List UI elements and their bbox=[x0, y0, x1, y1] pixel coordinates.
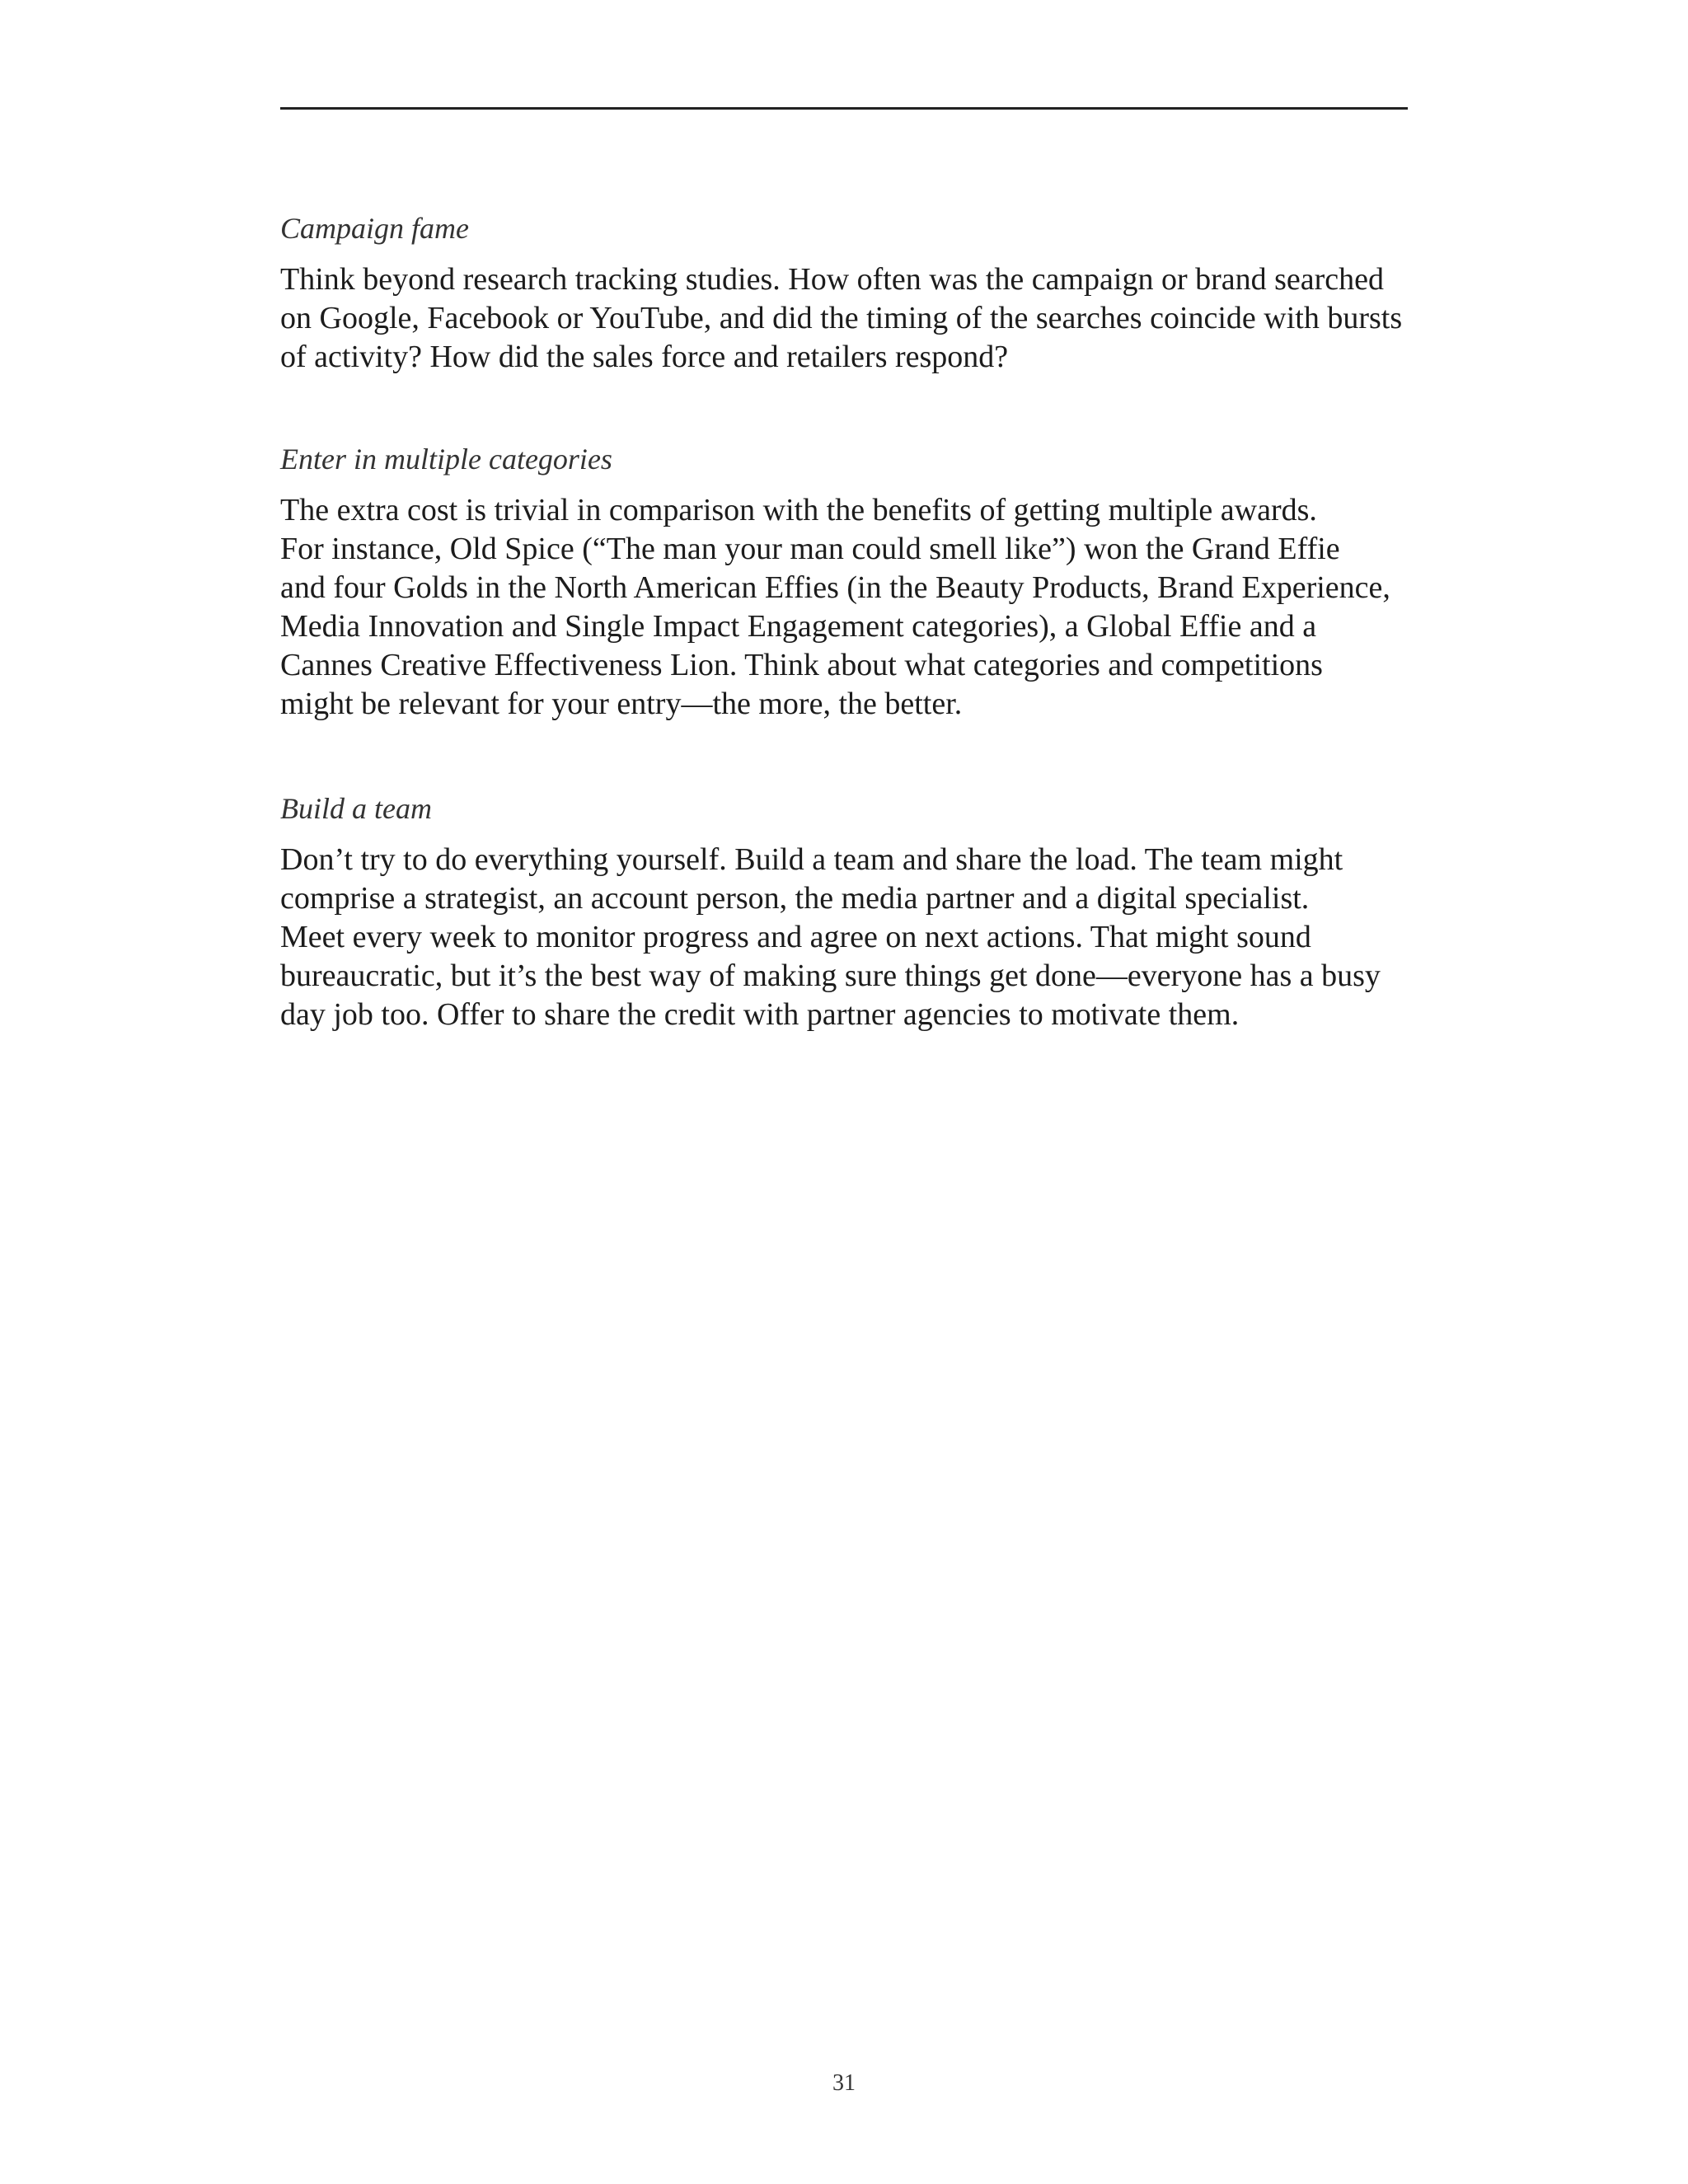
body-line: might be relevant for your entry—the more, the better. bbox=[280, 687, 963, 721]
body-line: Media Innovation and Single Impact Engagement categories), a Global Effie and a bbox=[280, 609, 1317, 644]
section-multiple-categories bbox=[280, 440, 1408, 724]
section-heading: Build a team bbox=[280, 792, 432, 825]
page-number: 31 bbox=[832, 2070, 856, 2096]
body-line: comprise a strategist, an account person, the media partner and a digital specialist. bbox=[280, 881, 1310, 916]
body-line: on Google, Facebook or YouTube, and did the timing of the searches coincide with bursts bbox=[280, 301, 1403, 335]
body-line: The extra cost is trivial in comparison with the benefits of getting multiple awards. bbox=[280, 493, 1317, 527]
top-rule bbox=[280, 107, 1408, 110]
section-heading: Campaign fame bbox=[280, 212, 469, 245]
section-build-a-team bbox=[280, 790, 1408, 1034]
body-line: Don’t try to do everything yourself. Build a team and share the load. The team might bbox=[280, 842, 1343, 877]
body-line: and four Golds in the North American Effies (in the Beauty Products, Brand Experience, bbox=[280, 570, 1390, 605]
section-heading: Enter in multiple categories bbox=[280, 443, 612, 476]
body-line: day job too. Offer to share the credit with partner agencies to motivate them. bbox=[280, 997, 1240, 1032]
body-line: For instance, Old Spice (“The man your man could smell like”) won the Grand Effie bbox=[280, 532, 1340, 566]
body-line: bureaucratic, but it’s the best way of making sure things get done—everyone has a busy bbox=[280, 958, 1381, 993]
body-line: Cannes Creative Effectiveness Lion. Think about what categories and competitions bbox=[280, 648, 1323, 682]
body-line: of activity? How did the sales force and retailers respond? bbox=[280, 340, 1009, 374]
section-body bbox=[280, 491, 1408, 724]
body-line: Meet every week to monitor progress and agree on next actions. That might sound bbox=[280, 920, 1311, 954]
body-line: Think beyond research tracking studies. How often was the campaign or brand searched bbox=[280, 262, 1385, 297]
section-body bbox=[280, 260, 1408, 377]
section-body bbox=[280, 841, 1408, 1034]
section-campaign-fame bbox=[280, 209, 1408, 377]
